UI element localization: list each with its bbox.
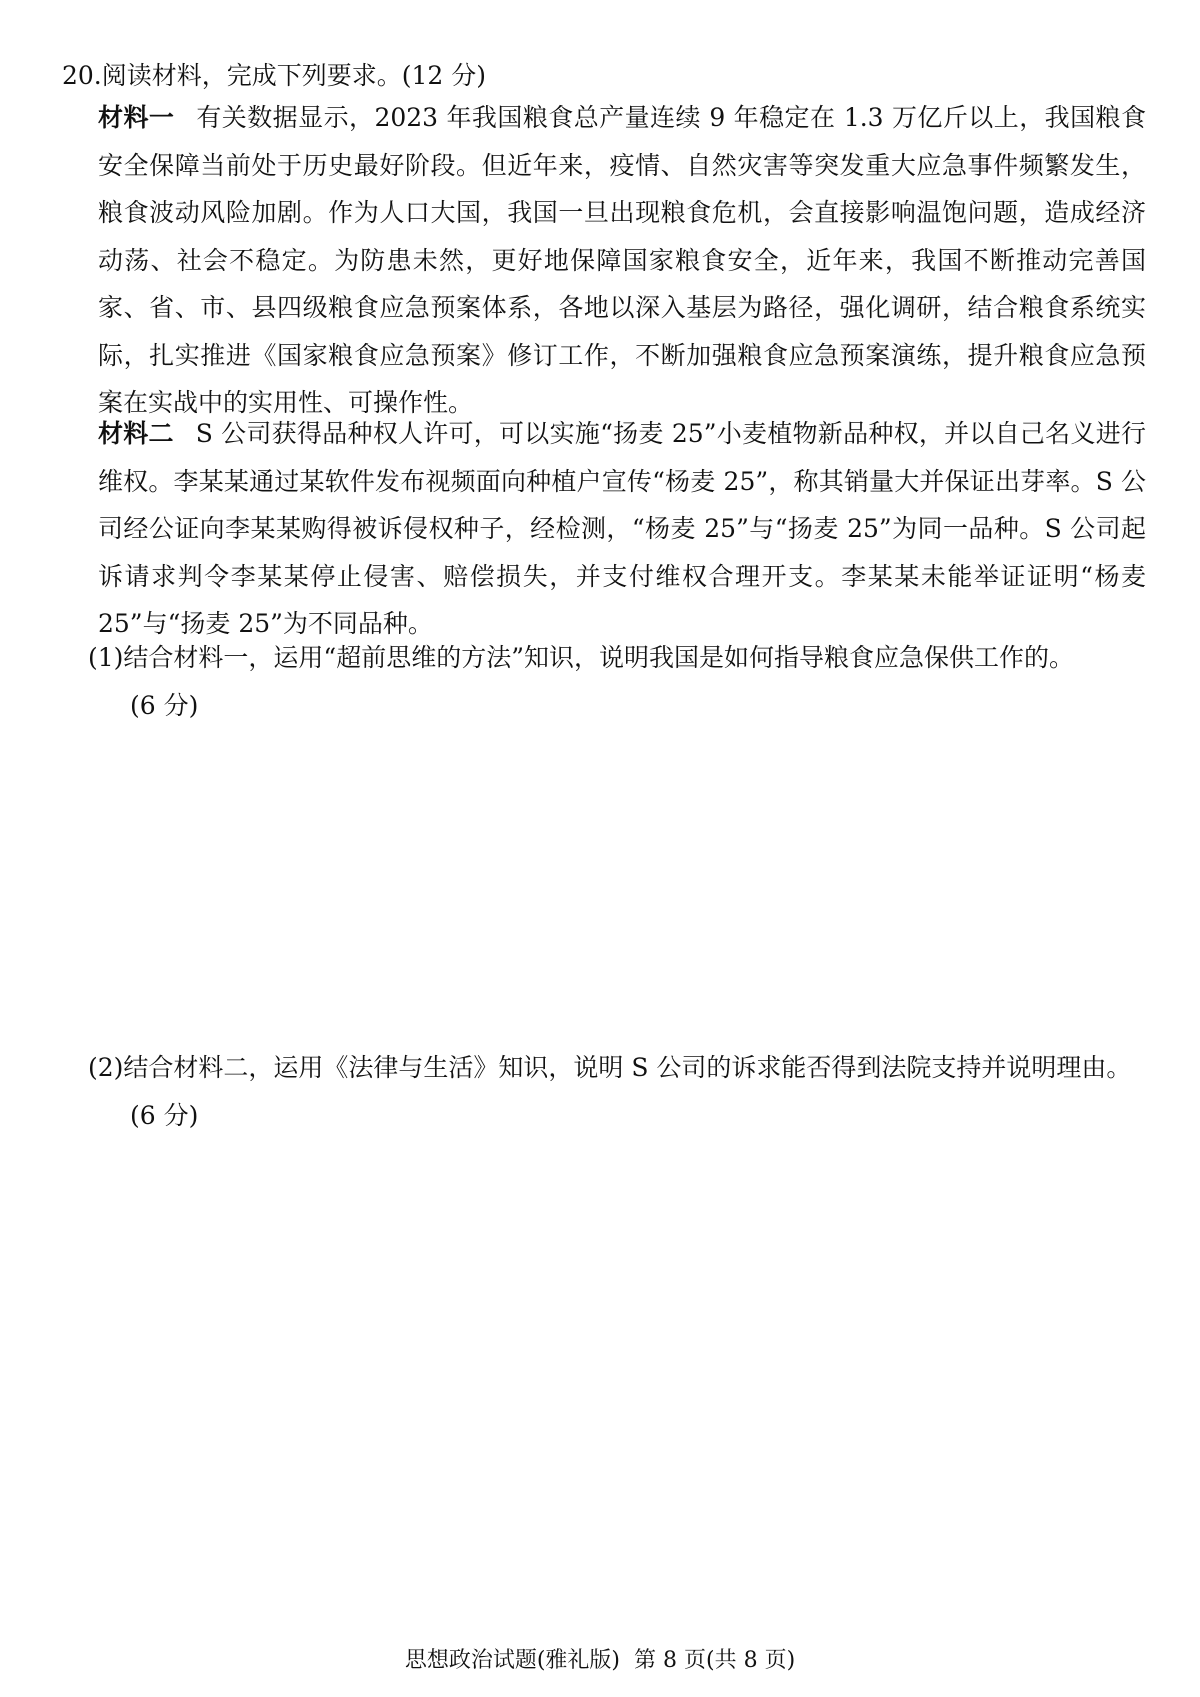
subquestion-1-score: (6 分) bbox=[130, 690, 199, 720]
subquestion-1-text: (1)结合材料一，运用“超前思维的方法”知识，说明我国是如何指导粮食应急保供工作的。 bbox=[88, 643, 1074, 672]
answer-space-1 bbox=[88, 730, 1148, 1030]
subquestion-2-score: (6 分) bbox=[130, 1100, 199, 1130]
answer-space-2 bbox=[88, 1140, 1148, 1620]
footer-page-number: 第 8 页(共 8 页) bbox=[634, 1648, 796, 1673]
material-two-label: 材料二 bbox=[98, 419, 174, 448]
question-title: 20.阅读材料，完成下列要求。(12 分) bbox=[62, 61, 487, 90]
material-one bbox=[98, 94, 1146, 427]
material-two-text: S 公司获得品种权人许可，可以实施“扬麦 25”小麦植物新品种权，并以自己名义进行维权。李某某通过某软件发布视频面向种植户宣传“杨麦 25”，称其销量大并保证出芽率。S 公司经公证向李某某购得被诉侵权种子，经检测，“杨麦 25”与“扬麦 25”为同一品种。S 公司起诉请求判令李某某停止侵害、赔偿损失，并支付维权合理开支。李某某未能举证证明“杨麦 25”与“扬麦 25”为不同品种。 bbox=[98, 419, 1146, 638]
subquestion-2 bbox=[88, 1044, 1158, 1139]
material-one-text: 有关数据显示，2023 年我国粮食总产量连续 9 年稳定在 1.3 万亿斤以上，我国粮食安全保障当前处于历史最好阶段。但近年来，疫情、自然灾害等突发重大应急事件频繁发生，粮食波动风险加剧。作为人口大国，我国一旦出现粮食危机，会直接影响温饱问题，造成经济动荡、社会不稳定。为防患未然，更好地保障国家粮食安全，近年来，我国不断推动完善国家、省、市、县四级粮食应急预案体系，各地以深入基层为路径，强化调研，结合粮食系统实际，扎实推进《国家粮食应急预案》修订工作，不断加强粮食应急预案演练，提升粮食应急预案在实战中的实用性、可操作性。 bbox=[98, 103, 1146, 417]
footer-subject: 思想政治试题(雅礼版) bbox=[404, 1648, 621, 1673]
material-one-label: 材料一 bbox=[98, 103, 175, 132]
page-footer bbox=[0, 1646, 1200, 1676]
subquestion-2-text: (2)结合材料二，运用《法律与生活》知识，说明 S 公司的诉求能否得到法院支持并说明理由。 bbox=[88, 1053, 1132, 1082]
material-two bbox=[98, 410, 1146, 648]
subquestion-1 bbox=[88, 634, 1158, 729]
